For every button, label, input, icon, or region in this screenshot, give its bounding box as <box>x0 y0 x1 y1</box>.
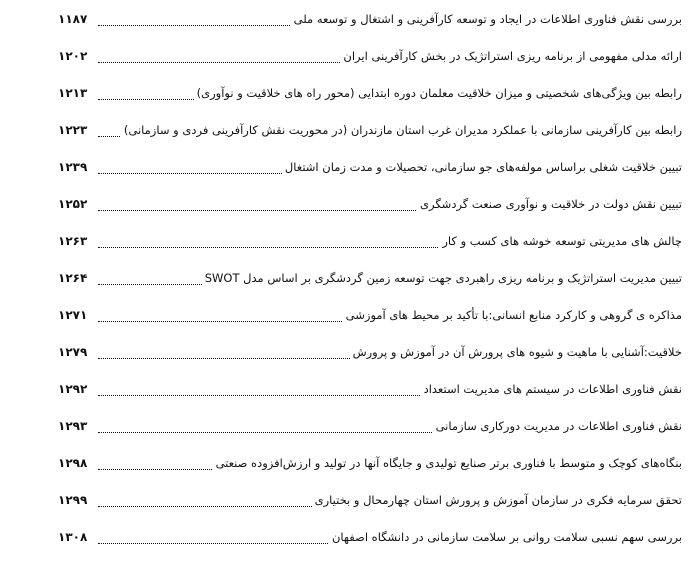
toc-entry <box>58 267 682 289</box>
entry-title: مذاکره ی گروهی و کارکرد منابع انسانی:با تأکید بر محیط های آموزشی <box>343 304 682 326</box>
entry-title: بنگاه‌های کوچک و متوسط با فناوری برتر صنایع تولیدی و جایگاه آنها در تولید و ارزش‌افزوده صنعتی <box>213 452 682 474</box>
entry-title: بررسی نقش فناوری اطلاعات در ایجاد و توسعه کارآفرینی و اشتغال و توسعه ملی <box>291 8 682 30</box>
toc-entry <box>58 489 682 511</box>
page-number: ۱۲۹۹ <box>58 489 96 511</box>
toc-entry <box>58 193 682 215</box>
toc-entry <box>58 452 682 474</box>
page-number: ۱۲۵۲ <box>58 193 96 215</box>
entry-title: تبیین خلاقیت شغلی براساس مولفه‌های جو سازمانی، تحصیلات و مدت زمان اشتغال <box>282 156 682 178</box>
entry-title: چالش های مدیریتی توسعه خوشه های کسب و کار <box>439 230 682 252</box>
entry-title: تحقق سرمایه فکری در سازمان آموزش و پرورش استان چهارمحال و بختیاری <box>312 489 682 511</box>
entry-title: تبیین نقش دولت در خلاقیت و نوآوری صنعت گردشگری <box>417 193 682 215</box>
page-number: ۱۲۶۳ <box>58 230 96 252</box>
toc-entry <box>58 8 682 30</box>
toc-entry <box>58 82 682 104</box>
toc-entry <box>58 230 682 252</box>
page-number: ۱۲۱۳ <box>58 82 96 104</box>
toc-entry <box>58 304 682 326</box>
page-number: ۱۲۳۹ <box>58 156 96 178</box>
page-number: ۱۲۹۳ <box>58 415 96 437</box>
toc-entry <box>58 378 682 400</box>
page-number: ۱۲۶۴ <box>58 267 96 289</box>
page-number: ۱۳۰۸ <box>58 526 96 548</box>
table-of-contents <box>58 8 682 560</box>
entry-title: تبیین مدیریت استراتژیک و برنامه ریزی راهبردی جهت توسعه زمین گردشگری بر اساس مدل SWOT <box>202 267 682 289</box>
page-number: ۱۲۹۲ <box>58 378 96 400</box>
page-number: ۱۲۷۱ <box>58 304 96 326</box>
toc-entry <box>58 341 682 363</box>
entry-title: خلاقیت:آشنایی با ماهیت و شیوه های پرورش آن در آموزش و پرورش <box>350 341 682 363</box>
toc-entry <box>58 45 682 67</box>
entry-title: نقش فناوری اطلاعات در مدیریت دورکاری سازمانی <box>433 415 682 437</box>
toc-entry <box>58 415 682 437</box>
entry-title: ارائه مدلی مفهومی از برنامه ریزی استراتژیک در بخش کارآفرینی ایران <box>340 45 682 67</box>
toc-entry <box>58 156 682 178</box>
page-number: ۱۲۲۳ <box>58 119 96 141</box>
page-number: ۱۲۷۹ <box>58 341 96 363</box>
page-number: ۱۲۹۸ <box>58 452 96 474</box>
entry-title: بررسی سهم نسبی سلامت روانی بر سلامت سازمانی در دانشگاه اصفهان <box>329 526 682 548</box>
entry-title: رابطه بین ویژگی‌های شخصیتی و میزان خلاقیت معلمان دوره ابتدایی (محور راه های خلاقیت و نوآوری) <box>194 82 682 104</box>
page-number: ۱۲۰۲ <box>58 45 96 67</box>
page-number: ۱۱۸۷ <box>58 8 96 30</box>
toc-entry <box>58 526 682 548</box>
entry-title: نقش فناوری اطلاعات در سیستم های مدیریت استعداد <box>421 378 682 400</box>
toc-entry <box>58 119 682 141</box>
entry-title: رابطه بین کارآفرینی سازمانی با عملکرد مدیران غرب استان مازندران (در محوریت نقش کارآفرینی فردی و سازمانی) <box>121 119 682 141</box>
